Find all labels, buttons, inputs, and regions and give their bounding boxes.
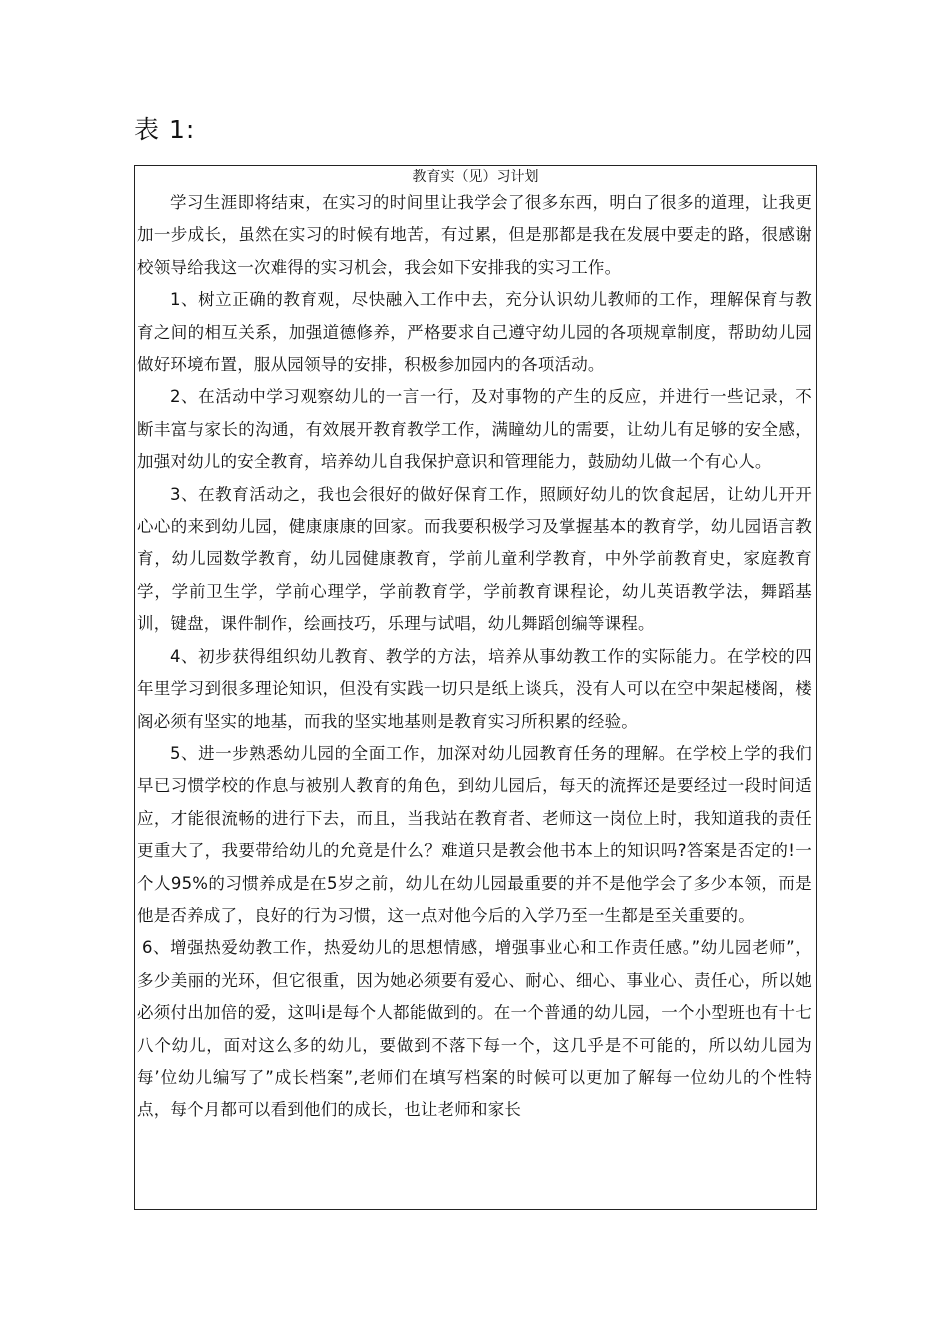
plan-paragraph-1: 1、树立正确的教育观，尽快融入工作中去，充分认识幼儿教师的工作，理解保育与教育之间的相互关系，加强道德修养，严格要求自己遵守幼儿园的各项规章制度，帮助幼儿园做好环境布置，服从园领导的安排，积极参加园内的各项活动。 [137, 290, 812, 375]
plan-paragraph-3: 3、在教育活动之，我也会很好的做好保育工作，照顾好幼儿的饮食起居，让幼儿开开心心的来到幼儿园，健康康康的回家。而我要积极学习及掌握基本的教育学，幼儿园语言教育，幼儿园数学教育，幼儿园健康教育，学前儿童利学教育，中外学前教育史，家庭教育学，学前卫生学，学前心理学，学前教育学，学前教育课程论，幼儿英语教学法，舞蹈基训，键盘，课件制作，绘画技巧，乐理与试唱，幼儿舞蹈创编等课程。 [137, 484, 812, 634]
plan-paragraph-6: 6、增强热爱幼教工作，热爱幼儿的思想情感，增强事业心和工作责任感。”幼儿园老师”，多少美丽的光环，但它很重，因为她必须要有爱心、耐心、细心、事业心、责任心，所以她必须付出加倍的爱，这叫i是每个人都能做到的。在一个普通的幼儿园，一个小型班也有十七八个幼儿，面对这么多的幼儿，要做到不落下每一个，这几乎是不可能的，所以幼儿园为每’位幼儿编写了”成长档案”,老师们在填写档案的时候可以更加了解每一位幼儿的个性特点，每个月都可以看到他们的成长，也让老师和家长 [137, 938, 812, 1120]
plan-paragraph-intro: 学习生涯即将结束，在实习的时间里让我学会了很多东西，明白了很多的道理，让我更加一步成长，虽然在实习的时候有地苦，有过累，但是那都是我在发展中要走的路，很感谢校领导给我这一次难得的实习机会，我会如下安排我的实习工作。 [137, 193, 812, 277]
plan-paragraph-5: 5、进一步熟悉幼儿园的全面工作，加深对幼儿园教育任务的理解。在学校上学的我们早已习惯学校的作息与被别人教育的角色，到幼儿园后，每天的流挥还是要经过一段时间适应，才能很流畅的进行下去，而且，当我站在教育者、老师这一岗位上时，我知道我的责任更重大了，我要带给幼儿的允竟是什么？难道只是教会他书本上的知识吗?答案是否定的!一个人95%的习惯养成是在5岁之前，幼儿在幼儿园最重要的并不是他学会了多少本领，而是他是否养成了，良好的行为习惯，这一点对他今后的入学乃至一生都是至关重要的。 [137, 743, 812, 925]
page-heading: 表 1: [134, 115, 196, 144]
plan-paragraph-4: 4、初步获得组织幼儿教育、教学的方法，培养从事幼教工作的实际能力。在学校的四年里学习到很多理论知识，但没有实践一切只是纸上谈兵，没有人可以在空中架起楼阁，楼阁必须有坚实的地基，而我的坚实地基则是教育实习所积累的经验。 [137, 646, 812, 731]
plan-title: 教育实（见）习计划 [412, 169, 539, 185]
plan-paragraph-2: 2、在活动中学习观察幼儿的一言一行，及对事物的产生的反应，并进行一些记录，不断丰富与家长的沟通，有效展开教育教学工作，满瞳幼儿的需要，让幼儿有足够的安全感，加强对幼儿的安全教育，培养幼儿自我保护意识和管理能力，鼓励幼儿做一个有心人。 [137, 387, 812, 472]
plan-box [134, 165, 817, 1210]
